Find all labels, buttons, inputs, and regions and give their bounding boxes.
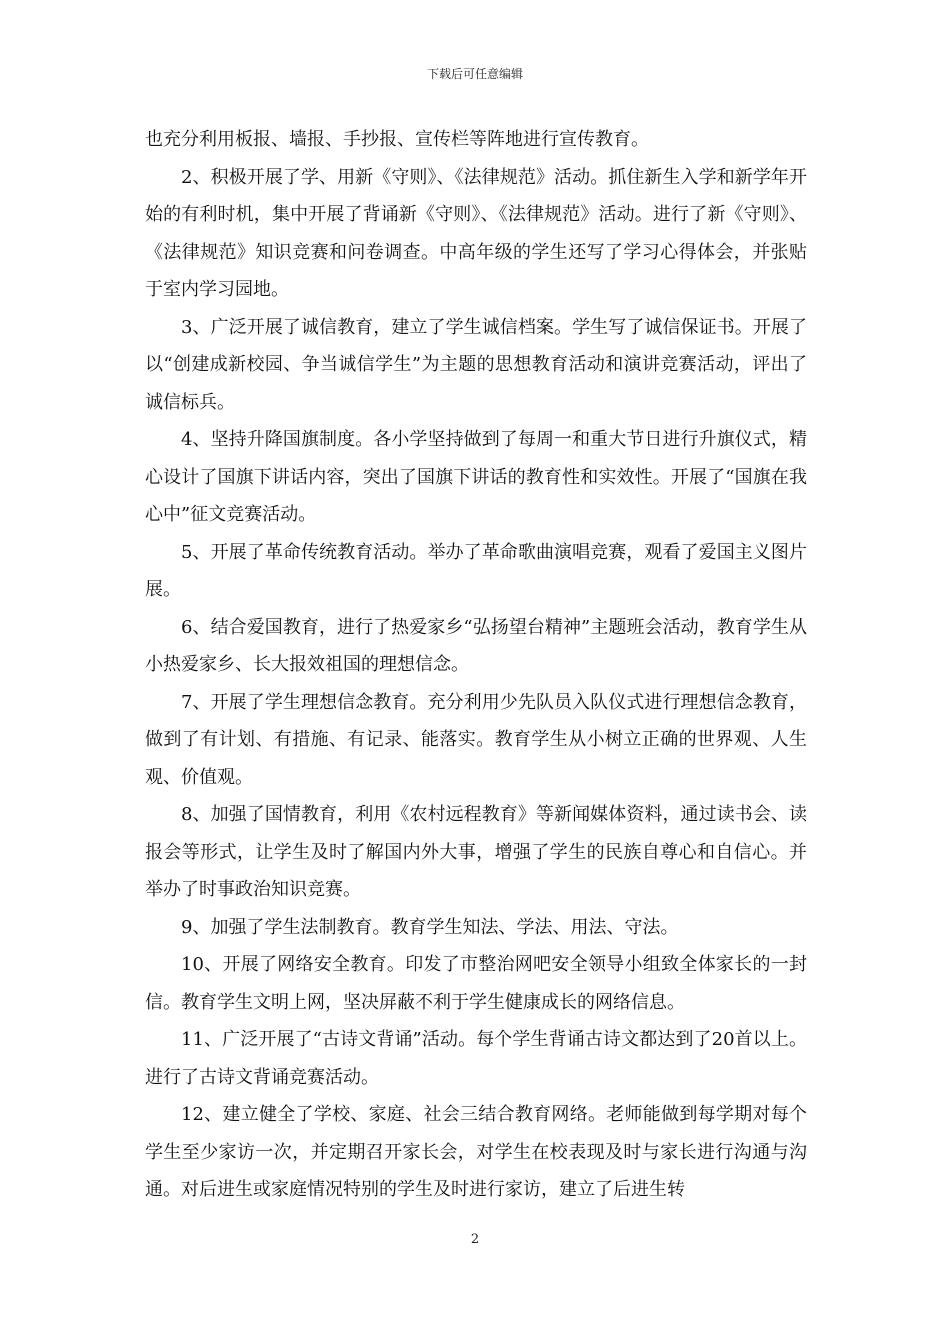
document-body <box>145 121 807 1209</box>
paragraph: 也充分利用板报、墙报、手抄报、宣传栏等阵地进行宣传教育。 <box>145 129 649 150</box>
page-number: 2 <box>470 1232 480 1247</box>
paragraph: 4、坚持升降国旗制度。各小学坚持做到了每周一和重大节日进行升旗仪式，精心设计了国旗下讲话内容，突出了国旗下讲话的教育性和实效性。开展了“国旗在我心中”征文竞赛活动。 <box>145 429 807 525</box>
header-text: 下载后可任意编辑 <box>426 67 523 81</box>
paragraph: 9、加强了学生法制教育。教育学生知法、学法、用法、守法。 <box>181 916 679 938</box>
paragraph: 11、广泛开展了“古诗文背诵”活动。每个学生背诵古诗文都达到了20首以上。进行了古诗文背诵竞赛活动。 <box>145 1029 807 1088</box>
page-footer <box>0 1232 950 1248</box>
paragraph: 2、积极开展了学、用新《守则》、《法律规范》活动。抓住新生入学和新学年开始的有利时机，集中开展了背诵新《守则》、《法律规范》活动。进行了新《守则》、《法律规范》知识竞赛和问卷调查。中高年级的学生还写了学习心得体会，并张贴于室内学习园地。 <box>145 166 807 300</box>
paragraph: 3、广泛开展了诚信教育，建立了学生诚信档案。学生写了诚信保证书。开展了以“创建成新校园、争当诚信学生”为主题的思想教育活动和演讲竞赛活动，评出了诚信标兵。 <box>145 316 807 413</box>
paragraph: 8、加强了国情教育，利用《农村远程教育》等新闻媒体资料，通过读书会、读报会等形式，让学生及时了解国内外大事，增强了学生的民族自尊心和自信心。并举办了时事政治知识竞赛。 <box>145 804 807 900</box>
paragraph: 5、开展了革命传统教育活动。举办了革命歌曲演唱竞赛，观看了爱国主义图片展。 <box>145 541 807 600</box>
page-header <box>0 66 950 82</box>
paragraph: 7、开展了学生理想信念教育。充分利用少先队员入队仪式进行理想信念教育，做到了有计划、有措施、有记录、能落实。教育学生从小树立正确的世界观、人生观、价值观。 <box>145 691 807 788</box>
paragraph: 6、结合爱国教育，进行了热爱家乡“弘扬望台精神”主题班会活动，教育学生从小热爱家乡、长大报效祖国的理想信念。 <box>145 616 807 675</box>
paragraph: 10、开展了网络安全教育。印发了市整治网吧安全领导小组致全体家长的一封信。教育学生文明上网，坚决屏蔽不利于学生健康成长的网络信息。 <box>145 954 807 1013</box>
paragraph: 12、建立健全了学校、家庭、社会三结合教育网络。老师能做到每学期对每个学生至少家访一次，并定期召开家长会，对学生在校表现及时与家长进行沟通与沟通。对后进生或家庭情况特别的学生及时进行家访，建立了后进生转 <box>145 1104 807 1200</box>
